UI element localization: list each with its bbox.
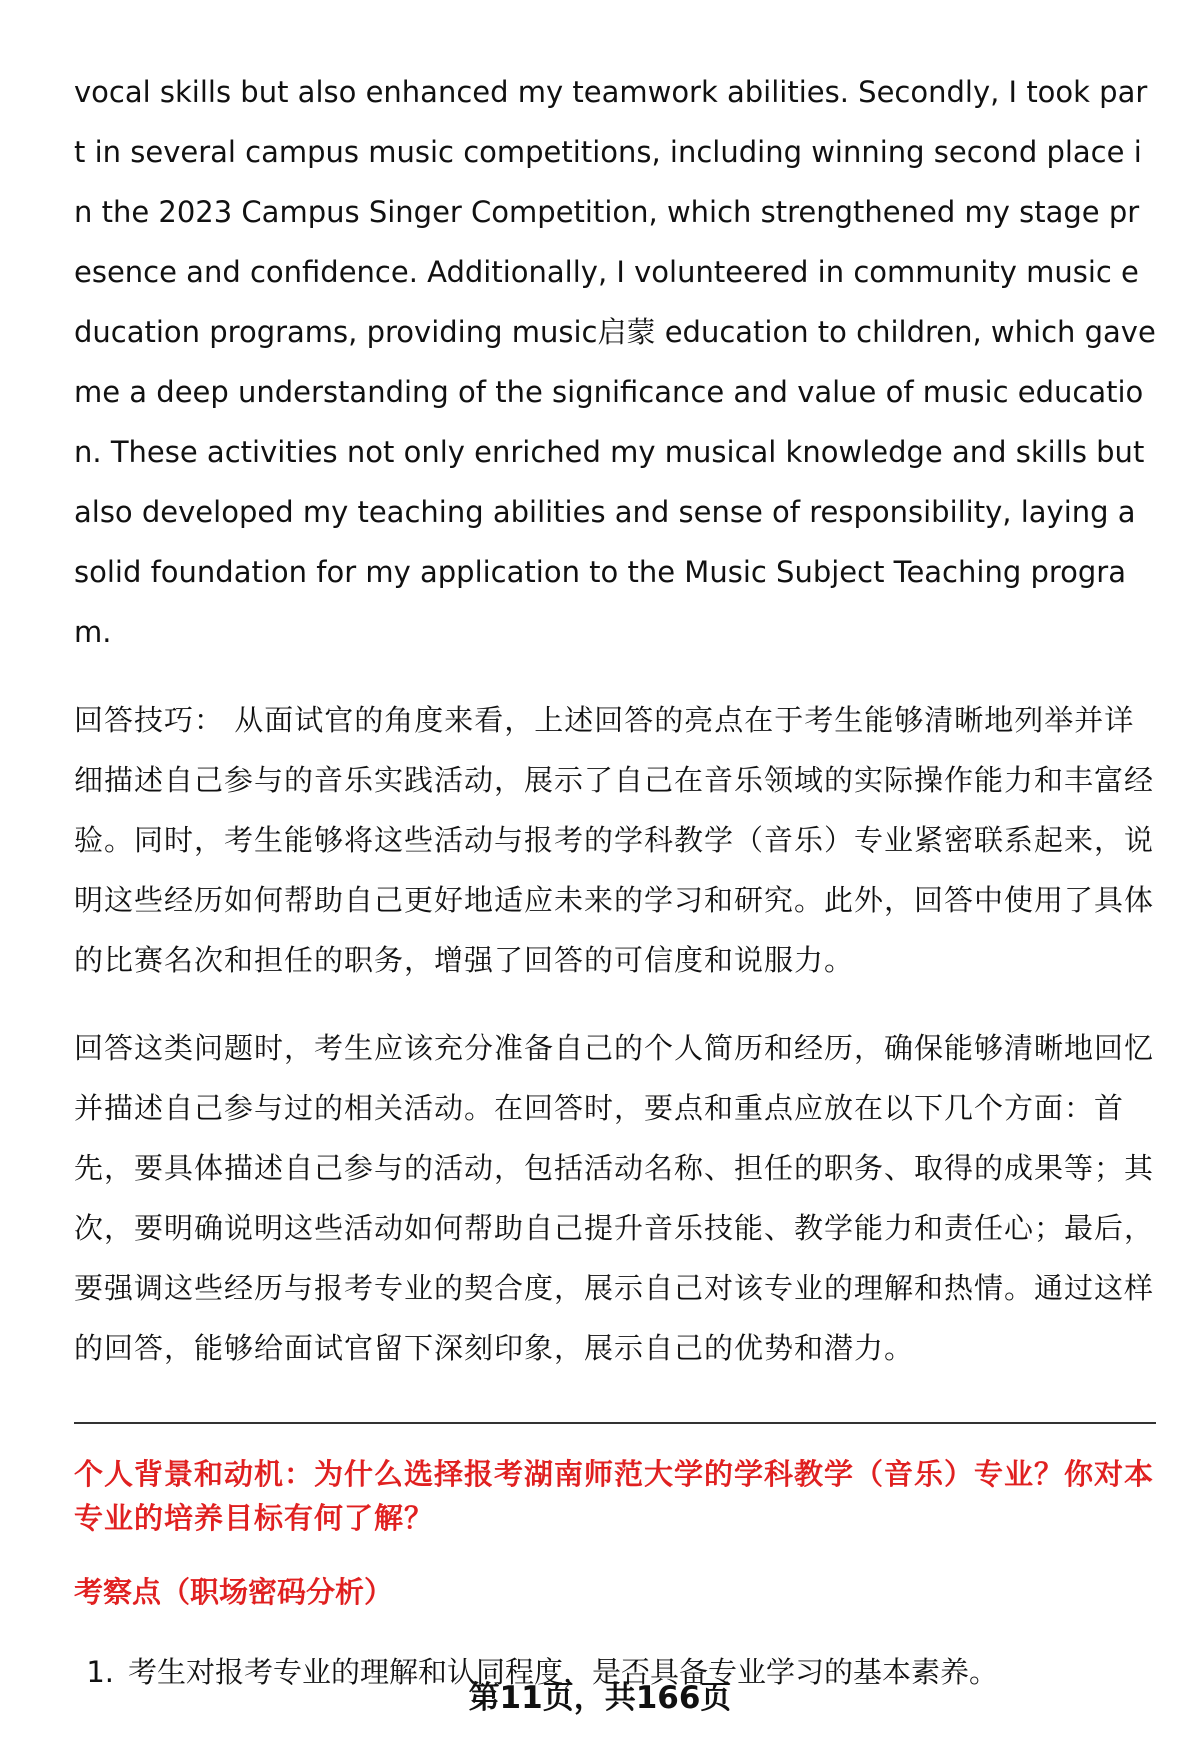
english-answer-paragraph: vocal skills but also enhanced my teamwork abilities. Secondly, I took part in several campus music competitions, including winning second place in the 2023 Campus Singer Competition, which strengthened my stage presence and confidence. Additionally, I volunteered in community music education programs, providing music启蒙 education to children, which gave me a deep understanding of the significance and value of music education. These activities not only enriched my musical knowledge and skills but also developed my teaching abilities and sense of responsibility, laying a solid foundation for my application to the Music Subject Teaching program. — [74, 75, 1156, 649]
answer-advice-paragraph: 回答这类问题时，考生应该充分准备自己的个人简历和经历，确保能够清晰地回忆并描述自己参与过的相关活动。在回答时，要点和重点应放在以下几个方面：首先，要具体描述自己参与的活动，包括活动名称、担任的职务、取得的成果等；其次，要明确说明这些活动如何帮助自己提升音乐技能、教学能力和责任心；最后，要强调这些经历与报考专业的契合度，展示自己对该专业的理解和热情。通过这样的回答，能够给面试官留下深刻印象，展示自己的优势和潜力。 — [74, 1031, 1155, 1365]
document-page — [74, 62, 1156, 1694]
list-item-number: 1. — [86, 1655, 114, 1689]
section-divider — [74, 1422, 1156, 1424]
list-item-text: 考生对报考专业的理解和认同程度，是否具备专业学习的基本素养。 — [128, 1655, 999, 1689]
page-number-footer: 第11页，共166页 — [468, 1680, 732, 1716]
question-heading: 个人背景和动机：为什么选择报考湖南师范大学的学科教学（音乐）专业？你对本专业的培养目标有何了解？ — [74, 1457, 1155, 1535]
assessment-points-heading: 考察点（职场密码分析） — [74, 1575, 394, 1609]
answer-tips-paragraph: 回答技巧： 从面试官的角度来看，上述回答的亮点在于考生能够清晰地列举并详细描述自己参与的音乐实践活动，展示了自己在音乐领域的实际操作能力和丰富经验。同时，考生能够将这些活动与报考的学科教学（音乐）专业紧密联系起来，说明这些经历如何帮助自己更好地适应未来的学习和研究。此外，回答中使用了具体的比赛名次和担任的职务，增强了回答的可信度和说服力。 — [74, 703, 1155, 977]
